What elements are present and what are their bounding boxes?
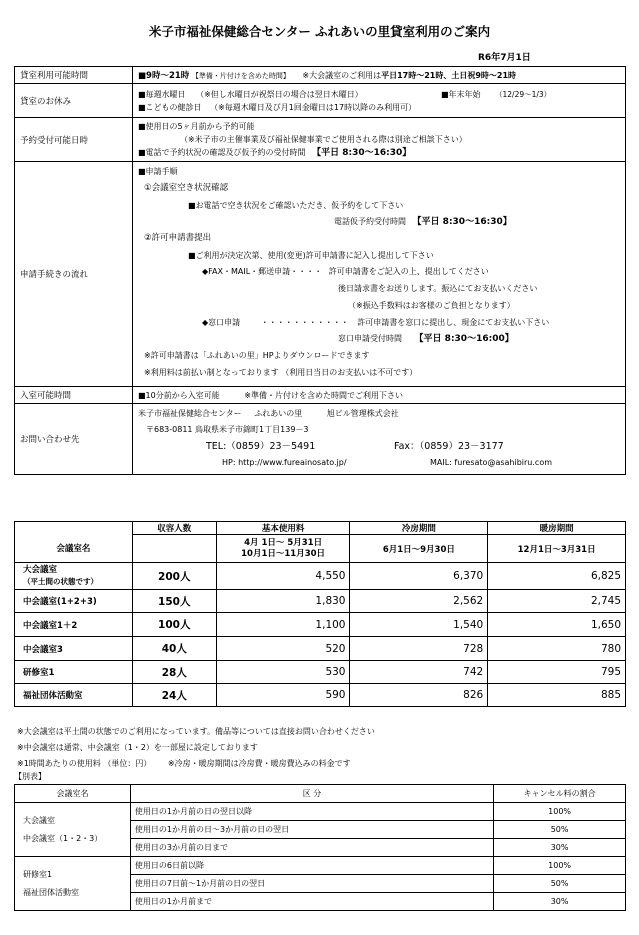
table-row — [15, 613, 626, 637]
room-capacity: 200人 — [132, 563, 216, 590]
info-row-entry — [15, 387, 626, 404]
apply-transfer-fee: （※振込手数料はお客様のご負担となります） — [348, 301, 515, 310]
info-table — [14, 66, 626, 475]
table-row — [15, 637, 626, 661]
info-row-holidays — [15, 84, 626, 118]
reserve-line-1: ■使用日の5ヶ月前から予約可能 — [138, 121, 255, 131]
header-room: 会議室名 — [15, 535, 133, 563]
header-heat-period: 12月1日～3月31日 — [488, 535, 626, 563]
room-heat-fee: 780 — [488, 637, 626, 661]
apply-invoice: 後日請求書をお送りします。振込にてお支払いください — [338, 284, 538, 293]
room-heat-fee: 1,650 — [488, 613, 626, 637]
apply-counter-label: ◆窓口申請 — [202, 318, 241, 327]
holidays-value — [133, 84, 626, 118]
issue-date: R6年7月1日 — [478, 53, 531, 63]
note-hourly-aircon: ※冷房・暖房期間は冷房費・暖房費込みの料金です — [167, 759, 351, 768]
apply-fax-mail-text: 許可申請書をご記入の上、提出してください — [328, 267, 489, 276]
apply-step-2: ②許可申請書提出 — [144, 233, 212, 243]
hours-note: 【準備・片付けを含めた時間】 — [191, 72, 290, 80]
apply-step-2-text: ■ご利用が決定次第、使用(変更)許可申請書に記入し提出して下さい — [188, 251, 434, 260]
reserve-line-3: ■電話で予約状況の確認及び仮予約の受付時間 — [138, 147, 306, 157]
reserve-hours: 【平日 8:30～16:30】 — [312, 147, 412, 158]
apply-phone-hours-time: 【平日 8:30～16:30】 — [412, 217, 512, 227]
room-name: 中会議室(1+2+3) — [15, 590, 133, 613]
cancel-cond: 使用日の6日前以降 — [130, 857, 493, 875]
room-basic-fee: 590 — [216, 684, 350, 707]
room-heat-fee: 885 — [488, 684, 626, 707]
room-capacity: 24人 — [132, 684, 216, 707]
room-heat-fee: 795 — [488, 661, 626, 684]
cancel-cond: 使用日の7日前～1か月前の日の翌日 — [130, 875, 493, 893]
apply-step-1-text: ■お電話で空き状況をご確認いただき、仮予約をして下さい — [188, 201, 404, 210]
contact-org — [138, 408, 399, 419]
note-medium-room: ※中会議室は通常、中会議室（1・2）を一部屋に設定しております — [17, 743, 258, 752]
rates-header-top — [15, 522, 626, 535]
cancel-header-div: 区 分 — [130, 785, 493, 803]
room-heat-fee: 2,745 — [488, 590, 626, 613]
room-name-sub: （平土間の状態です） — [23, 577, 98, 586]
entry-time: ■10分前から入室可能 — [138, 390, 220, 400]
apply-counter-hours-label: 窓口申請受付時間 — [338, 334, 402, 343]
cancel-cond: 使用日の1か月前の日～3か月前の日の翌日 — [130, 821, 493, 839]
contact-org-facility: ふれあいの里 — [254, 409, 303, 418]
room-name: 中会議室1＋2 — [15, 613, 133, 637]
room-name-cell — [15, 563, 133, 590]
page-title: 米子市福祉保健総合センター ふれあいの里貸室利用のご案内 — [148, 24, 491, 39]
header-basic-period-2: 10月1日～11月30日 — [241, 548, 326, 559]
room-name: 研修室1 — [15, 661, 133, 684]
note-hourly-unit: ※1時間あたりの使用料 （単位：円） — [17, 759, 152, 768]
cancel-table — [14, 784, 626, 911]
apply-label: 申請手続きの流れ — [15, 162, 133, 387]
reserve-value — [133, 118, 626, 162]
room-basic-fee: 4,550 — [216, 563, 350, 590]
cancel-rate: 100% — [494, 803, 626, 821]
info-row-hours — [15, 67, 626, 84]
holiday-checkup: ■こどもの健診日 — [138, 102, 202, 112]
contact-fax: Fax：（0859）23－3177 — [394, 441, 504, 452]
cancel-cond: 使用日の1か月前まで — [130, 893, 493, 911]
apply-counter-hours — [338, 333, 514, 345]
apply-step-1: ①会議室空き状況確認 — [144, 183, 229, 193]
cancel-cond: 使用日の1か月前の日の翌日以降 — [130, 803, 493, 821]
apply-phone-hours-label: 電話仮予約受付時間 — [334, 217, 406, 226]
cancel-rate: 30% — [494, 839, 626, 857]
room-basic-fee: 520 — [216, 637, 350, 661]
rates-table — [14, 521, 626, 707]
cancel-rate: 30% — [494, 893, 626, 911]
holiday-newyear: ■年末年始 — [441, 89, 481, 99]
cancel-group-b-room1: 研修室1 — [23, 869, 53, 879]
note-large-room: ※大会議室は平土間の状態でのご利用になっています。備品等については直接お問い合わせください — [17, 727, 375, 736]
room-capacity: 150人 — [132, 590, 216, 613]
cancel-rate: 100% — [494, 857, 626, 875]
holiday-wednesday-note: （※但し水曜日が祝祭日の場合は翌日木曜日） — [196, 89, 363, 99]
contact-mail[interactable]: MAIL: furesato@asahibiru.com — [430, 458, 553, 467]
holiday-wednesday: ■毎週水曜日 — [138, 89, 186, 99]
table-row — [15, 590, 626, 613]
header-basic-period-1: 4月 1日～ 5月31日 — [244, 537, 323, 548]
hours-label: 貸室利用可能時間 — [15, 67, 133, 84]
hours-large-room-time: 平日17時～21時、土日祝9時～21時 — [381, 71, 517, 80]
holiday-checkup-note: （※毎週木曜日及び月1回金曜日は17時以降のみ利用可） — [210, 102, 417, 112]
cancel-group-a-room1: 大会議室 — [23, 815, 55, 825]
apply-value — [133, 162, 626, 387]
table-row — [15, 684, 626, 707]
cancel-rate: 50% — [494, 875, 626, 893]
room-cool-fee: 728 — [350, 637, 488, 661]
header-basic-periods — [216, 535, 350, 563]
cancel-header-room: 会議室名 — [15, 785, 131, 803]
contact-label: お問い合わせ先 — [15, 404, 133, 475]
contact-tel: TEL:（0859）23－5491 — [206, 441, 316, 452]
room-capacity: 40人 — [132, 637, 216, 661]
cancel-group-a — [15, 803, 131, 857]
header-capacity: 収容人数 — [132, 522, 216, 535]
reserve-line-2: （※米子市の主催事業及び福祉保健事業でご使用される際は別途ご相談下さい） — [180, 134, 467, 144]
contact-org-manager: 旭ビル管理株式会社 — [326, 409, 399, 418]
info-row-contact — [15, 404, 626, 475]
room-name: 大会議室 — [23, 565, 58, 575]
contact-address: 〒683-0811 鳥取県米子市錦町1丁目139－3 — [146, 425, 309, 434]
cancel-header — [15, 785, 626, 803]
room-cool-fee: 742 — [350, 661, 488, 684]
room-cool-fee: 826 — [350, 684, 488, 707]
apply-prepay-note: ※利用料は前払い制となっております （利用日当日のお支払いは不可です） — [144, 368, 418, 377]
apply-counter — [202, 317, 549, 328]
header-basic: 基本使用料 — [216, 522, 350, 535]
apply-counter-text: 許可申請書を窓口に提出し、現金にてお支払い下さい — [357, 318, 550, 327]
entry-note: ※準備・片付けを含めた時間でご利用下さい — [244, 390, 403, 400]
room-cool-fee: 6,370 — [350, 563, 488, 590]
entry-label: 入室可能時間 — [15, 387, 133, 404]
info-row-reserve — [15, 118, 626, 162]
apply-fax-mail-label: ◆FAX・MAIL・郵送申請・・・・ — [202, 267, 323, 276]
contact-value — [133, 404, 626, 475]
room-basic-fee: 1,830 — [216, 590, 350, 613]
apply-step-title: ■申請手順 — [138, 167, 178, 176]
cancel-cond: 使用日の3か月前の日まで — [130, 839, 493, 857]
room-name: 中会議室3 — [15, 637, 133, 661]
reserve-label: 予約受付可能日時 — [15, 118, 133, 162]
table-row — [15, 563, 626, 590]
appendix-label: 【別表】 — [14, 772, 46, 781]
room-cool-fee: 2,562 — [350, 590, 488, 613]
apply-counter-hours-time: 【平日 8:30～16:00】 — [414, 334, 514, 344]
table-row — [15, 661, 626, 684]
room-capacity: 28人 — [132, 661, 216, 684]
apply-fax-mail — [202, 266, 489, 277]
hours-large-room: ※大会議室のご利用は — [302, 71, 382, 80]
rates-header-bottom — [15, 535, 626, 563]
hours-time: ■9時～21時 — [138, 71, 190, 81]
entry-value — [133, 387, 626, 404]
apply-download-note: ※許可申請書は「ふれあいの里」HPよりダウンロードできます — [144, 351, 370, 360]
header-cool-period: 6月1日～9月30日 — [350, 535, 488, 563]
contact-org-name: 米子市福祉保健総合センター — [138, 409, 242, 418]
holiday-newyear-dates: （12/29～1/3） — [495, 89, 552, 99]
note-hourly — [17, 758, 351, 769]
table-row — [15, 803, 626, 821]
cancel-group-b-room2: 福祉団体活動室 — [23, 887, 79, 897]
contact-hp[interactable]: HP: http://www.fureainosato.jp/ — [222, 458, 347, 467]
cancel-header-rate: キャンセル料の割合 — [494, 785, 626, 803]
cancel-group-a-room2: 中会議室（1・2・3） — [23, 833, 103, 843]
room-capacity: 100人 — [132, 613, 216, 637]
info-row-apply — [15, 162, 626, 387]
hours-value — [133, 67, 626, 84]
header-cool: 冷房期間 — [350, 522, 488, 535]
header-heat: 暖房期間 — [488, 522, 626, 535]
apply-counter-dots: ・・・・・・・・・・・ — [260, 318, 349, 327]
room-name: 福祉団体活動室 — [15, 684, 133, 707]
cancel-group-b — [15, 857, 131, 911]
room-basic-fee: 530 — [216, 661, 350, 684]
room-heat-fee: 6,825 — [488, 563, 626, 590]
cancel-rate: 50% — [494, 821, 626, 839]
holidays-label: 貸室のお休み — [15, 84, 133, 118]
room-basic-fee: 1,100 — [216, 613, 350, 637]
room-cool-fee: 1,540 — [350, 613, 488, 637]
apply-phone-hours — [334, 216, 512, 228]
table-row — [15, 857, 626, 875]
